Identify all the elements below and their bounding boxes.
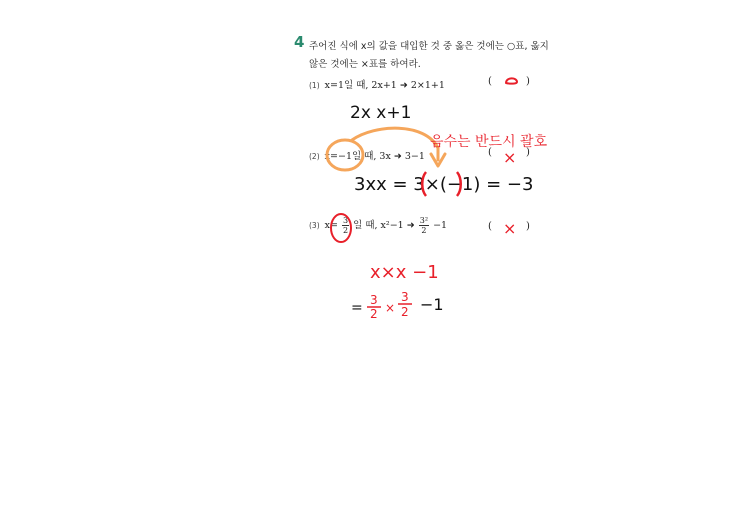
question-number: 4 [294,33,305,51]
item-1 [309,77,445,91]
item-3 [309,216,447,235]
item-2-work-paren-left [422,172,426,196]
item-3-fraction-1: $\frac{3}{2}$ [343,216,349,235]
item-3-work-line1: x×x −1 [370,262,439,283]
item-1-label: (1) [309,81,320,90]
item-3-work-frac1-den: 2 [370,307,378,321]
item-1-work: 2x x+1 [350,103,412,123]
item-2-statement-circled: −1 [337,151,352,162]
item-2-statement-after: 일 때, 3x ➜ 3−1 [352,151,425,162]
item-2-answer-mark: × [503,148,517,167]
item-3-label: (3) [309,221,320,230]
item-2-label: (2) [309,152,320,161]
item-3-work-frac2-den: 2 [401,305,409,319]
item-2-answer-open-paren: ( [488,147,492,158]
item-2-statement-before: x= [324,151,338,162]
item-3-fraction-2: $\frac{\text{3²}}{2}$ [419,216,429,235]
item-3-work-frac2-num: 3 [401,290,409,304]
item-1-answer-mark [506,78,517,83]
question-text-line2: 않은 것에는 ×표를 하여라. [309,59,421,70]
item-1-statement: x=1일 때, 2x+1 ➜ 2×1+1 [324,80,445,91]
item-3-answer-open-paren: ( [488,221,492,232]
question-text-line1: 주어진 식에 x의 값을 대입한 것 중 옳은 것에는 ○표, 옳지 [309,41,549,52]
item-1-answer-open-paren: ( [488,76,492,87]
item-3-statement-before: x= [324,220,338,231]
item-3-statement-after: −1 [433,220,448,231]
item-3-work-equals: = [351,300,363,316]
item-3-work-tail: −1 [420,295,444,314]
item-3-work-frac1-num: 3 [370,293,378,307]
item-3-work-times: × [385,301,396,315]
item-2-work: 3xx = 3×(−1) = −3 [354,174,534,195]
item-3-answer-mark: × [503,219,517,238]
item-1-answer-close-paren: ) [526,76,530,87]
item-2-work-paren-right [457,172,461,196]
item-2-note: 음수는 반드시 괄호 [430,134,548,150]
item-3-answer-close-paren: ) [526,221,530,232]
item-2-orange-arrowhead [431,154,445,166]
item-2-answer-close-paren: ) [526,147,530,158]
item-3-statement-mid: 일 때, x²−1 ➜ [353,220,415,231]
item-2 [309,148,425,162]
